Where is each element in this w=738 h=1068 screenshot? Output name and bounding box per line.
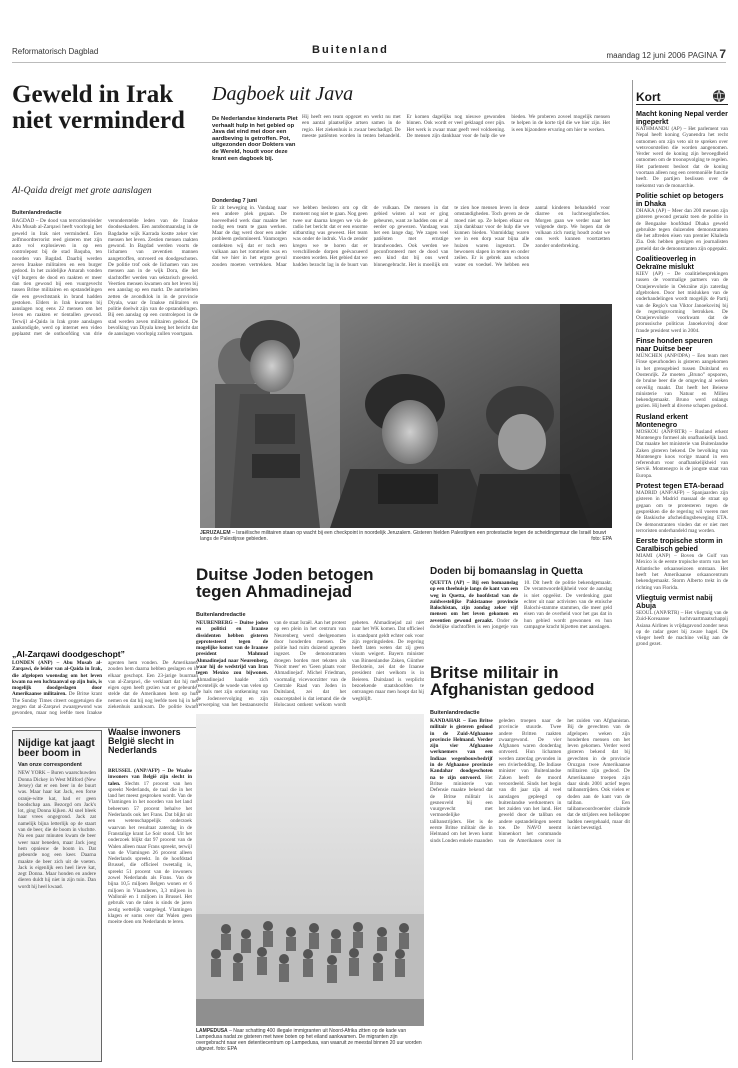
kort-item-title: Eerste tropische storm in Caraïbisch gebied bbox=[636, 536, 723, 554]
caption-place: JERUZALEM bbox=[200, 530, 231, 536]
geweld-kopje-text: De Britse krant The Sunday Times citeert ooggetuigen die zeggen dat al-Zarqawi zwaargewond was gevonden, maar nog leefde toen Iraakse agenten hem vonden. De Amerikanen zouden hem daarna hebben geslagen en in elkaar geschopt. Een 23-jarige buurman van al-Zarqawi, die verklaart dat hij met eigen ogen heeft gezien wat er gebeurde, stelde dat de Amerikanen hem op hun nemen en dat hij nog leefde toen hij in het ziekenhuis aankwam. De politie kwam bbox=[12, 660, 198, 717]
section-name: Buitenland bbox=[312, 44, 389, 56]
page-number: 7 bbox=[719, 47, 726, 61]
kort-item-title: Protest tegen ETA-beraad bbox=[636, 481, 724, 491]
nijdige-headline: Nijdige kat jaagt beer boom in bbox=[18, 738, 95, 760]
kort-item-title: Politie schiet op betogers in Dhaka bbox=[636, 190, 724, 208]
duitse-headline: Duitse Joden betogen tegen Ahmadinejad bbox=[196, 565, 374, 602]
nijdige-byline: Van onze correspondent bbox=[18, 762, 82, 769]
waalse-body bbox=[108, 768, 192, 1058]
kort-item-title: Finse honden speuren naar Duitse beer bbox=[636, 336, 713, 354]
kort-item-body: KATHMANDU (AP) – Het parlement van Nepal heeft koning Gyanendra het recht ontnomen om zijn veto uit te spreken over wetsvoorstellen die worden aangenomen. Verder werd de koning zijn bevoegdheid ontnomen om de troonopvolging te regelen. Het parlement besloot dat de koning voortaan alleen nog een ceremoniële functie heeft. De partijen beslissen over de toekomst van de monarchie. bbox=[636, 126, 728, 189]
quetta-lead: QUETTA (AP) – Bij een bomaanslag op een theehuisje langs de kant van een weg in Quetta, de hoofdstad van de zuidwestelijke Pakistaanse provincie Balochistan, zijn zondag zeker vijf mensen om het leven gekomen en zeventien gewond geraakt. bbox=[430, 580, 518, 624]
kort-item-body: SEOUL (ANP/RTR) – Het vliegtuig van de Zuid-Koreaanse luchtvaartmaatschappij Asiana Airlines is vrijdagavond zonder neus op de radar gezet bij zware hagel. De vlieger heeft de machine veilig aan de grond gezet. bbox=[636, 609, 728, 648]
kort-item bbox=[636, 337, 728, 410]
britse-lead: KANDAHAR – Een Britse militair is gisteren gedood in de Zuid-Afghaanse provincie Helmand. Verder zijn vier Afghaanse werknemers van een Indiaas wegenbouwbedrijf in de Afghaanse provincie Kandahar doodgeschoten na te zijn ontvoerd. bbox=[430, 718, 493, 781]
photo-lampedusa bbox=[196, 714, 424, 1026]
caption2-text: – Naar schatting 400 illegale immigranten uit Noord-Afrika zitten op de kade van Lampedusa nadat ze gisteren met twee boten op het eiland aankwamen. De migranten zijn overgebracht naar een detentiecentrum op Lampedusa, van waaruit ze meestal binnen 20 uur worden uitgezet. bbox=[196, 1028, 422, 1052]
geweld-subhead: Al-Qaida dreigt met grote aanslagen bbox=[12, 186, 152, 196]
waalse-byline: BRUSSEL (ANP/AFP) bbox=[108, 768, 160, 774]
kort-item-body: MOSKOU (ANP/RTR) – Rusland erkent Montenegro formeel als onafhankelijk land. Dat maakte het ministerie van Buitenlandse Zaken gisteren bekend. De bevolking van Montenegro koos vorige maand in een referendum voor onafhankelijkheid van Servië. Montenegro is de jongste staat van Europa. bbox=[636, 428, 728, 479]
kort-item bbox=[636, 537, 728, 591]
kort-item bbox=[636, 192, 728, 252]
photo-jeruzalem bbox=[200, 304, 612, 528]
kort-item-title: Macht koning Nepal verder ingeperkt bbox=[636, 110, 728, 126]
waalse-lead: – De Waalse inwoners van België zijn slecht in talen. bbox=[108, 768, 192, 787]
kort-title: Kort bbox=[636, 90, 661, 104]
page-label: PAGINA bbox=[687, 51, 718, 60]
migrants-photo-illustration bbox=[196, 714, 424, 1026]
dagboek-headline: Dagboek uit Java bbox=[212, 83, 354, 105]
soldiers-photo-illustration bbox=[200, 304, 612, 528]
duitse-text: Ahmadinejad haalde zich recentelijk de woede van velen op de hals met zijn ontkenning van de Jodenvervolging en zijn verwerping van het bestaansrecht van de staat Israël. Aan het protest op een plein in het centrum van Neurenberg werd deelgenomen door honderden mensen. De politie had ruim duizend agenten ingezet. De demonstranten droegen borden met teksten als 'Nooit meer' en 'Geen plaats voor Ahmadinejad'. Michel Friedman, voormalig vicevoorzitter van de Centrale Raad van Joden in Duitsland, zei dat het onacceptabel is dat iemand die de Holocaust ontkent welkom wordt geheten. Ahmadinejad zal niet naar het WK komen. Dat officieel is standpunt geldt echter ook voor zijn regeringsleden. De regering heeft laten weten dat zij geen visum weigert. Bayern minister van Binnenlandse Zaken, Günther Beckstein, zei dat de Iraanse president niet welkom is in Beieren. Duitsland is verplicht bezoekende staatshoofden te ontvangen maar men hoopt dat hij wegblijft. bbox=[196, 620, 424, 708]
kort-item-body: DHAKA (AP) – Meer dan 200 mensen zijn gisteren gewond geraakt toen de politie in de Bengaalse hoofdstad Dhaka geweld gebruikte tegen duizenden demonstranten die het aftreden eisen van premier Khaleda Zia. Ook hebben getuigen en journalisten gemeld dat de demonstranten zijn opgepakt. bbox=[636, 207, 728, 252]
kort-item-title: Coalitieoverleg in Oekraïne mislukt bbox=[636, 254, 696, 272]
kort-item bbox=[636, 255, 728, 334]
britse-headline: Britse militair in Afghanistan gedood bbox=[430, 663, 595, 700]
dagboek-body: Er zit beweging in. Vandaag naar een andere plek gegaan. De hoeveelheid werk daar maakte het nodig een team te gaan werken. Maar de dag werd door een ander probleem gedomineerd. Vanmorgen ontdekten wij dat er toch een vulkaan aan het rommelen was en dat we hier in het ergste geval zouden moeten vertrekken. Maar we hebben besloten om op dit moment nog niet te gaan. Nog geen twee uur daarna kregen we via de radio het bericht dat er een enorme uitbarsting was geweest. Het team was onder de indruk. Via de zender kregen we te horen dat er verschillende dorpen geëvacueerd moesten worden. Het gebied dat we hadden bezocht lag in de buurt van de vulkaan. De mensen in dat gebied wisten al wat er ging gebeuren, want ze hadden ons er al eerder op gewezen. Vandaag was het een lange dag. We zagen veel patiënten met ernstige brandwonden. Ook werden we geconfronteerd met de dood van een kind dat bij ons werd binnengebracht. Het is moeilijk om te zien hoe mensen leven in deze omstandigheden. Toch geven ze de moed niet op. Ze helpen elkaar en zijn dankbaar voor de hulp die we kunnen bieden. Vanmiddag waren we in een dorp waar bijna alle huizen waren ingestort. De bewoners slapen in tenten en onder zeilen. Er is gebrek aan schoon water en voedsel. We hebben een aantal kinderen behandeld voor diarree en luchtweginfecties. Morgen gaan we verder naar het volgende dorp. We hopen dat de vulkaan zich rustig houdt zodat we ons werk kunnen voortzetten zonder onderbreking. bbox=[212, 205, 610, 268]
nijdige-box bbox=[12, 730, 102, 1062]
kort-item bbox=[636, 110, 728, 189]
geweld-body: BAGDAD – De dood van terroristenleider Abu Musab al-Zarqawi heeft voorlopig het geweld in Irak niet verminderd. Een zelfmoordterrorist reed gisteren met zijn auto vol explosieven in op een controlepost bij de stad Baquba, ten noorden van Bagdad. Daarbij werden zeven Iraakse militairen en een burger gedood. In het zuidelijke Amarah vonden vijf burgers de dood en raakten er meer dan tien gewond bij een vuurgevecht tussen Britse militairen en opstandelingen die een gevechtstank in brand hadden gestoken. Elders in Irak kwamen bij aanslagen nog eens 22 mensen om het leven en raakten er tientallen gewond. Terwijl al-Qaida in Irak grote aanslagen aankondigde, werd op internet een video geplaatst met de onthoofding van drie veronderstelde leden van de Iraakse doodseskaders. Een autobomaanslag in de Bagdadse wijk Karrada kostte zeker vier mensen het leven. Zestien mensen raakten gewond. In Bagdad werden voorts de lichamen van zeventien mannen aangetroffen, ontvoerd en doodgeschoten. De politie trof ook de lichamen van zes mensen aan in de wijk Dora, die het slachtoffer werden van sektarisch geweld. Veertien mensen kwamen om het leven bij een aanslag op een markt. De autoriteiten zetten de avondklok in in de provincie Diyala, waar de Iraakse militairen en politie doelwit zijn van de opstandelingen. Bij een aanslag op een controlepost in de stad werden zeven militairen gedood. De bevolking van Diyala kreeg het bericht dat de aanslagen voorlopig zullen voortgaan. bbox=[12, 218, 198, 338]
duitse-byline: Buitenlandredactie bbox=[196, 612, 246, 618]
geweld-kopje: „Al-Zarqawi doodgeschopt” bbox=[12, 649, 125, 659]
kort-item-body: MÜNCHEN (ANP/DPA) – Een team met Finse speurhonden is gisteren aangekomen in het grensgebied tussen Duitsland en Oostenrijk. Ze moeten „Bruno” opsporen, de bruine beer die de omgeving al weken onveilig maakt. Dat heeft het Beierse ministerie van Natuur en Milieu bekendgemaakt. Bruno werd onlangs gezien. Hij heeft al diverse schapen gedood. bbox=[636, 353, 728, 410]
page-date: maandag 12 juni 2006 bbox=[606, 51, 686, 60]
kort-item-title: Vliegtuig vermist nabij Abuja bbox=[636, 592, 713, 610]
caption2-credit: foto: EPA bbox=[216, 1046, 238, 1052]
kort-list bbox=[636, 110, 728, 1060]
britse-text: Het Britse ministerie van Defensie maakte bekend dat de Britse militair is gesneuveld bij een vuurgevecht met vermoedelijke talibanstrijders. Het is de eerste Britse militair die in Helmand om het leven komt sinds Londen enkele maanden geleden troepen naar de provincie stuurde. Twee andere Britten raakten zwaargewond. De vier Afghanen waren donderdag ontvoerd. Hun lichamen werden zaterdag gevonden in een rivierbedding. De Indiase minister van Buitenlandse Zaken heeft de moord veroordeeld. Sinds het begin van dit jaar zijn al veel aanslagen gepleegd op buitenlandse werknemers in het zuiden van het land. Het geweld door de taliban en andere opstandelingen neemt toe. De NAVO neemt binnenkort het commando van de Amerikanen over in het zuiden van Afghanistan. Bij de gevechten van de afgelopen weken zijn honderden mensen om het leven gekomen. Verder werd gisteren bekend dat bij gevechten in de provincie Oruzgan twee Amerikaanse militairen zijn gedood. De Amerikaanse troepen zijn daar sinds 2001 actief tegen talibanstrijders. Ook vielen er doden aan de kant van de taliban. Een talibanwoordvoerder claimde dat de strijders een helikopter hadden neergehaald, maar dit is niet bevestigd. bbox=[430, 718, 630, 844]
dagboek-dateline: Donderdag 7 juni bbox=[212, 198, 257, 204]
photo-lampedusa-caption bbox=[196, 1028, 424, 1052]
caption2-place: LAMPEDUSA bbox=[196, 1028, 228, 1034]
quetta-body bbox=[430, 580, 612, 656]
geweld-byline: Buitenlandredactie bbox=[12, 210, 62, 216]
kort-item-title: Rusland erkent Montenegro bbox=[636, 411, 688, 429]
quetta-headline: Doden bij bomaanslag in Quetta bbox=[430, 566, 583, 577]
duitse-body bbox=[196, 620, 424, 710]
geweld-kopje-body bbox=[12, 660, 198, 718]
page-info bbox=[606, 47, 726, 61]
dagboek-intro: De Nederlandse kinderarts Piet verhaalt hulp in het gebied op Java dat eind mei door een aardbeving is getroffen. Pot, uitgezonden door Dokters van de Wereld, houdt voor deze krant een dagboek bij. bbox=[212, 116, 298, 162]
kort-header bbox=[636, 88, 728, 105]
photo-jeruzalem-caption bbox=[200, 530, 612, 542]
newspaper-name: Reformatorisch Dagblad bbox=[12, 47, 99, 56]
britse-byline: Buitenlandredactie bbox=[430, 710, 480, 716]
waalse-text: Slechts 17 procent van hen spreekt Nederlands, de taal die in het land het meest gesproken wordt. Van de Vlamingen in het noorden van het land beheersen 57 procent behalve het Nederlands ook het Frans. Dat blijkt uit een wetenschappelijk onderzoek waarvan het resultaat zaterdag in de Franstalige krant Le Soir stond. Uit het onderzoek blijkt dat 97 procent van de Walen alleen maar Frans spreekt, terwijl van de Vlamingen 26 procent alleen Nederlands spreekt. In de hoofdstad Brussel, die officieel tweetalig is, spreekt 51 procent van de inwoners zowel Nederlands als Frans. Van de bijna 10,5 miljoen Belgen wonen er 6 miljoen in Vlaanderen, 3,3 miljoen in Wallonië en 1 miljoen in Brussel. Het gebruik van de talen is sinds de jaren zestig wettelijk vastgelegd. Vlamingen klagen er soms over dat Walen geen moeite doen om Nederlands te leren. bbox=[108, 780, 192, 926]
nijdige-body: NEW YORK – Buren waarschuwden Donna Dickey in West Milford (New Jersey) dat er een beer in de buurt was. Maar haar kat Jack, een forse oranje-witte kat, had er geen boodschap aan. Bezorgd om Jack's lot, ging Donna kijken. Al snel bleek haar vrees ongegrond. Jack zat namelijk bijna letterlijk op de staart van de beer, die de boom in vluchtte. Na een paar minuten kwam de beer weer naar beneden, maar Jack joeg hem opnieuw de boom in. Dat gebeurde nog een keer. Daarna maakte de beer zich uit de voeten. Jack is eigenlijk een heel lieve kat, zegt Donna. Maar honden en andere dieren duldt hij niet in zijn tuin. Dan wordt hij heel kwaad. bbox=[18, 770, 96, 890]
kort-item bbox=[636, 413, 728, 479]
kort-item-body: KIEV (AP) – De coalitiebesprekingen tussen de voormalige partners van de Oranjerevolutie in Oekraïne zijn zaterdag afgebroken. Door het mislukken van de onderhandelingen wordt mogelijk de Partij van de Regio's van Viktor Janoekovitsj bij de regeringsvorming betrokken. De Oranjerevolutie voorkwam dat de prorussische politicus Janoekovitsj door fraude president werd in 2004. bbox=[636, 271, 728, 334]
kort-item-body: MIAMI (ANP) – Boven de Golf van Mexico is de eerste tropische storm van het Atlantische orkaanseizoen ontstaan. Het heeft het Amerikaanse orkaancentrum bekendgemaakt. Storm Alberto trekt in de richting van Florida. bbox=[636, 553, 728, 591]
kort-item-body: MADRID (ANP/AFP) – Spanjaarden zijn gisteren in Madrid massaal de straat op gegaan om te protesteren tegen de gesprekken die de regering wil voeren met de Baskische afscheidingsbeweging ETA. De demonstranten vinden dat er niet met terroristen onderhandeld mag worden. bbox=[636, 490, 728, 534]
quetta-text: Onder de dodelijke slachtoffers is een jongetje van 10. Dit heeft de politie bekendgemaakt. De verantwoordelijkheid voor de aanslag is niet opgeëist. De verdenking gaat echter uit naar activisten van de etnische Balochi-stamme stammen, die meer geld eisen van de overheid voor het gas dat in hun gebied wordt gewonnen en hun campagne kracht bijzetten met aanslagen. bbox=[430, 580, 612, 631]
britse-body bbox=[430, 718, 630, 1058]
geweld-kopje-lead: LONDEN (ANP) – Abu Musab al-Zarqawi, de leider van al-Qaida in Irak, die afgelopen woensdag om het leven kwam na een luchtaanval op zijn huis, is mogelijk doodgeslagen door Amerikaanse militairen. bbox=[12, 660, 102, 698]
waalse-headline: Waalse inwoners België slecht in Nederlands bbox=[108, 727, 181, 756]
kort-item bbox=[636, 482, 728, 534]
running-head bbox=[12, 44, 726, 63]
kort-divider bbox=[632, 80, 633, 1060]
duitse-lead: NEURENBERG – Duitse joden en politici en Iraanse dissidenten hebben gisteren geprotesteerd tegen de mogelijke komst van de Iraanse president Mahmud Ahmadinejad naar Neurenberg, waar hij de wedstrijd van Iran tegen Mexico zou bijwonen. bbox=[196, 620, 268, 677]
dagboek-body-top: Hij heeft een team opgezet en werkt nu met een aantal plaatselijke artsen samen in de regio. Het ziekenhuis is zwaar beschadigd. De meeste patiënten worden in tenten behandeld. Er komen dagelijks nog nieuwe gewonden binnen. Ook wordt er veel geklaagd over pijn. Het werk is zwaar maar geeft veel voldoening. De mensen zijn dankbaar voor de hulp die we bieden. We proberen zoveel mogelijk mensen te helpen in de korte tijd die we hier zijn. Het is een bijzondere ervaring om hier te werken. bbox=[302, 114, 610, 139]
kort-item bbox=[636, 594, 728, 648]
geweld-headline: Geweld in Irak niet verminderd bbox=[12, 81, 185, 134]
globe-icon bbox=[712, 89, 726, 108]
caption-text: – Israëlische militairen staan op wacht bij een checkpoint in noordelijk Jeruzalem. Gisteren hielden Palestijnen een protestactie tegen de scheidingsmuur die Israël bouwt langs de Palestijnse gebieden. bbox=[200, 530, 607, 542]
caption-credit: foto: EPA bbox=[591, 536, 612, 542]
